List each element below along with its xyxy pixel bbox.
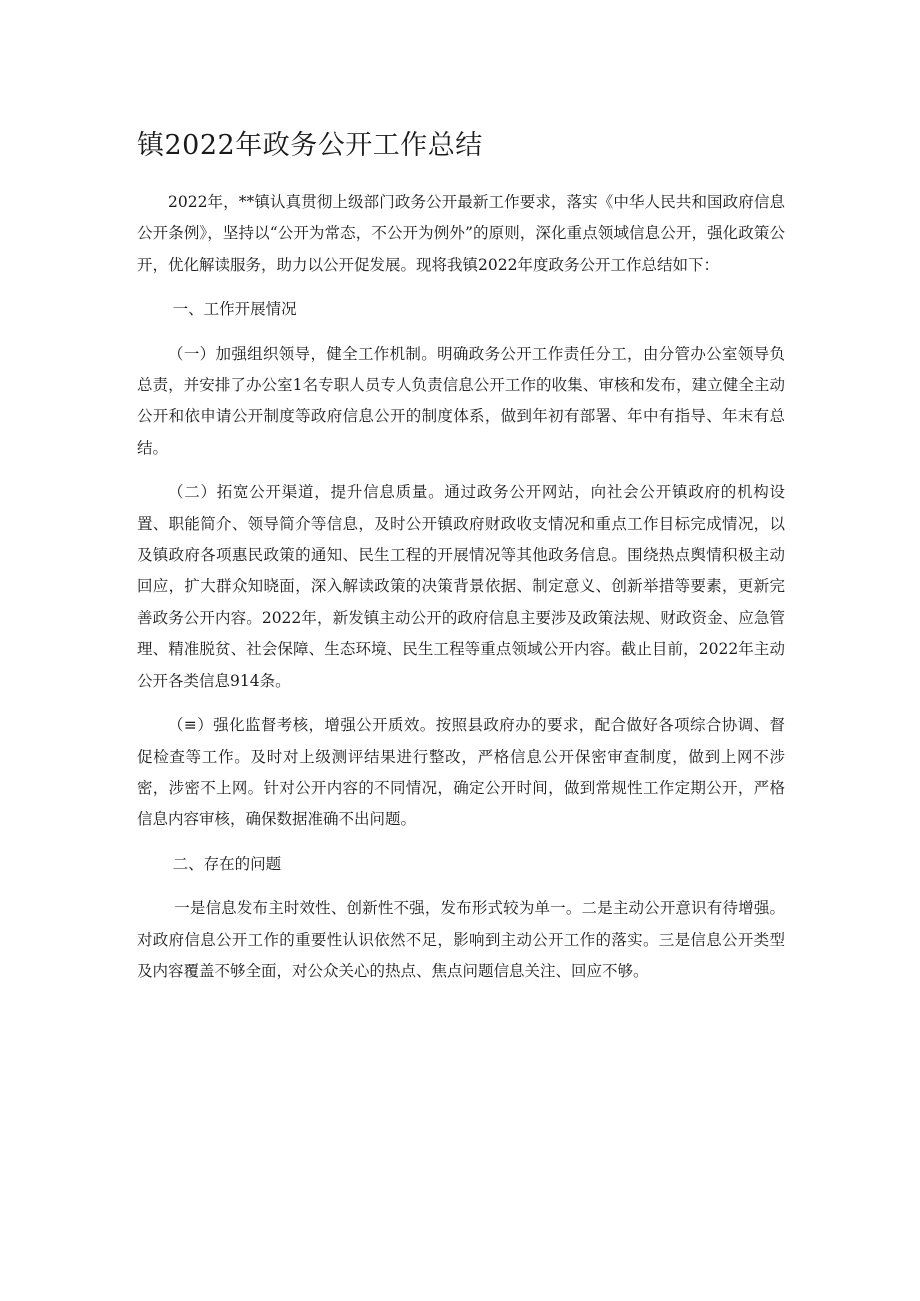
section-1-paragraph-3: （≡）强化监督考核，增强公开质效。按照县政府办的要求，配合做好各项综合协调、督促检查等工作。及时对上级测评结果进行整改，严格信息公开保密审查制度，做到上网不涉密，涉密不上网。针对公开内容的不同情况，确定公开时间，做到常规性工作定期公开，严格信息内容审核，确保数据准确不出问题。 (137, 716, 785, 829)
section-2-paragraph-1: 一是信息发布主时效性、创新性不强，发布形式较为单一。二是主动公开意识有待增强。对政府信息公开工作的重要性认识依然不足，影响到主动公开工作的落实。三是信息公开类型及内容覆盖不够全面，对公众关心的热点、焦点问题信息关注、回应不够。 (137, 899, 785, 980)
section-1-paragraph-1: （一）加强组织领导，健全工作机制。明确政务公开工作责任分工，由分管办公室领导负总责，并安排了办公室1名专职人员专人负责信息公开工作的收集、审核和发布，建立健全主动公开和依申请公开制度等政府信息公开的制度体系，做到年初有部署、年中有指导、年末有总结。 (137, 344, 785, 457)
section-1-paragraph-2: （二）拓宽公开渠道，提升信息质量。通过政务公开网站，向社会公开镇政府的机构设置、职能简介、领导简介等信息，及时公开镇政府财政收支情况和重点工作目标完成情况，以及镇政府各项惠民政策的通知、民生工程的开展情况等其他政务信息。围绕热点舆情积极主动回应，扩大群众知晓面，深入解读政策的决策背景依据、制定意义、创新举措等要素，更新完善政务公开内容。2022年，新发镇主动公开的政府信息主要涉及政策法规、财政资金、应急管理、精准脱贫、社会保障、生态环境、民生工程等重点领域公开内容。截止目前，2022年主动公开各类信息914条。 (137, 483, 785, 690)
section-1-heading: 一、工作开展情况 (172, 300, 297, 319)
document-title: 镇2022年政务公开工作总结 (137, 130, 483, 161)
section-2-heading: 二、存在的问题 (172, 854, 282, 873)
intro-paragraph: 2022年，**镇认真贯彻上级部门政务公开最新工作要求，落实《中华人民共和国政府信息公开条例》，坚持以“公开为常态，不公开为例外”的原则，深化重点领域信息公开，强化政策公开，优化解读服务，助力以公开促发展。现将我镇2022年度政务公开工作总结如下： (137, 193, 785, 274)
document-body (137, 187, 785, 987)
